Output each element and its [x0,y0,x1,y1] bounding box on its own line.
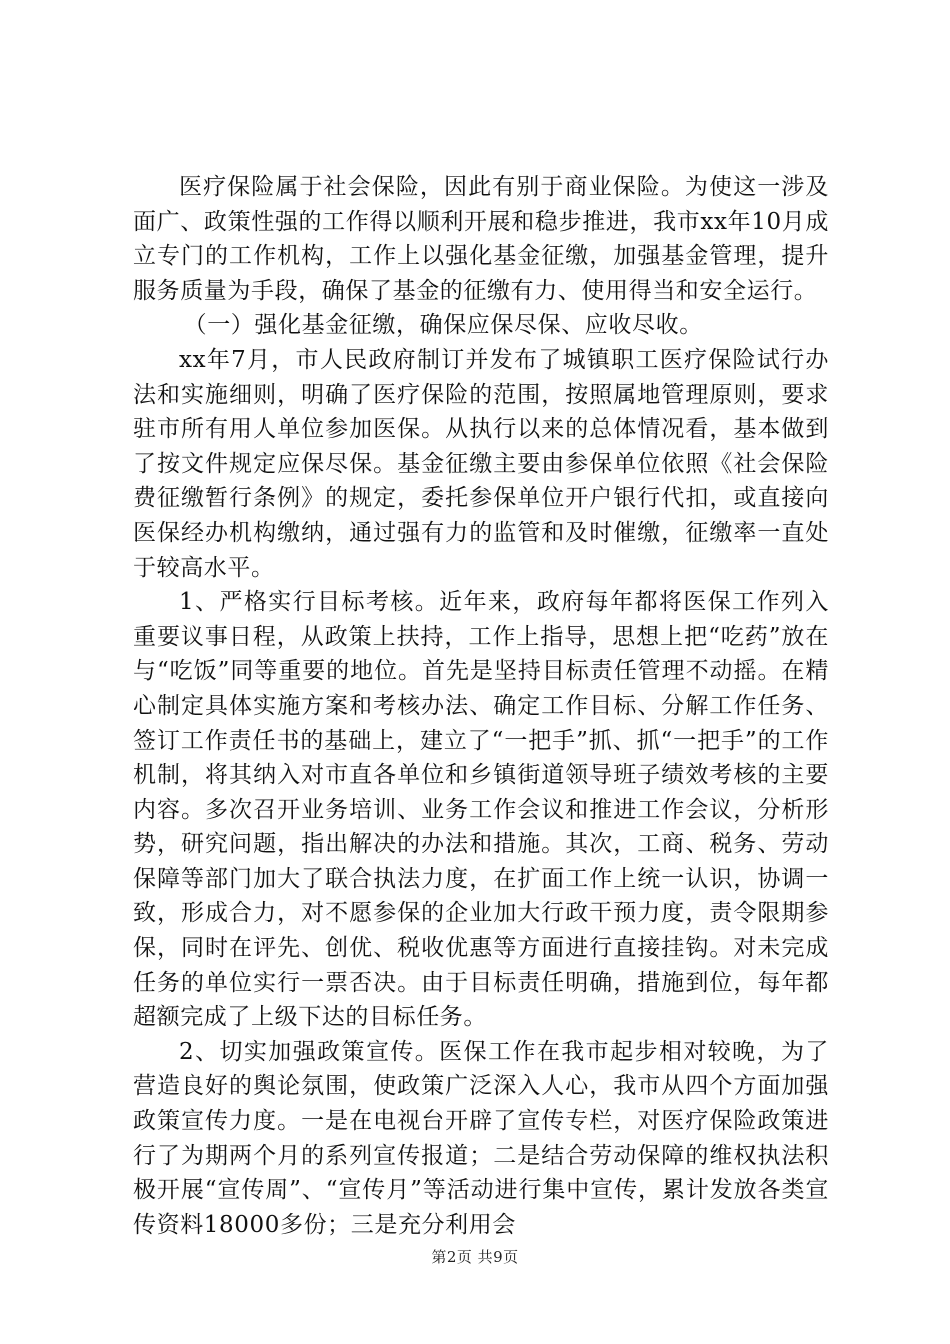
section-heading-1: （一）强化基金征缴，确保应保尽保、应收尽收。 [183,312,703,339]
page-number-footer: 第2页 共9页 [431,1248,519,1266]
document-body [133,170,829,1242]
paragraph-policy-publicity: 2、切实加强政策宣传。医保工作在我市起步相对较晚，为了营造良好的舆论氛围，使政策广泛深入人心，我市从四个方面加强政策宣传力度。一是在电视台开辟了宣传专栏，对医疗保险政策进行了为期两个月的系列宣传报道；二是结合劳动保障的维权执法积极开展“宣传周”、“宣传月”等活动进行集中宣传，累计发放各类宣传资料18000多份；三是充分利用会 [133,1038,829,1238]
paragraph-target-assessment: 1、严格实行目标考核。近年来，政府每年都将医保工作列入重要议事日程，从政策上扶持，工作上指导，思想上把“吃药”放在与“吃饭”同等重要的地位。首先是坚持目标责任管理不动摇。在精心制定具体实施方案和考核办法、确定工作目标、分解工作任务、签订工作责任书的基础上，建立了“一把手”抓、抓“一把手”的工作机制，将其纳入对市直各单位和乡镇街道领导班子绩效考核的主要内容。多次召开业务培训、业务工作会议和推进工作会议，分析形势，研究问题，指出解决的办法和措施。其次，工商、税务、劳动保障等部门加大了联合执法力度，在扩面工作上统一认识，协调一致，形成合力，对不愿参保的企业加大行政干预力度，责令限期参保，同时在评先、创优、税收优惠等方面进行直接挂钩。对未完成任务的单位实行一票否决。由于目标责任明确，措施到位，每年都超额完成了上级下达的目标任务。 [133,589,829,1031]
paragraph-intro: 医疗保险属于社会保险，因此有别于商业保险。为使这一涉及面广、政策性强的工作得以顺利开展和稳步推进，我市xx年10月成立专门的工作机构，工作上以强化基金征缴，加强基金管理，提升服务质量为手段，确保了基金的征缴有力、使用得当和安全运行。 [133,174,829,304]
paragraph-fund-collection: xx年7月，市人民政府制订并发布了城镇职工医疗保险试行办法和实施细则，明确了医疗保险的范围，按照属地管理原则，要求驻市所有用人单位参加医保。从执行以来的总体情况看，基本做到了按文件规定应保尽保。基金征缴主要由参保单位依照《社会保险费征缴暂行条例》的规定，委托参保单位开户银行代扣，或直接向医保经办机构缴纳，通过强有力的监管和及时催缴，征缴率一直处于较高水平。 [133,346,829,581]
